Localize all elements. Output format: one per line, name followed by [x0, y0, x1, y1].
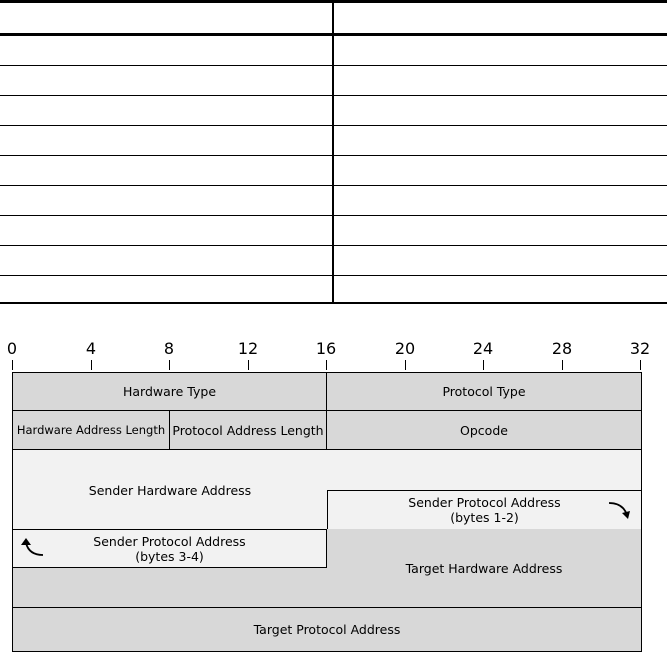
field-target-hardware-address-label: Target Hardware Address — [405, 560, 563, 576]
bit-label-16: 16 — [315, 339, 337, 358]
field-sender-hardware-address-label: Sender Hardware Address — [88, 482, 252, 498]
field-target-protocol-address — [13, 607, 641, 651]
table-column-divider — [332, 0, 334, 304]
field-protocol-address-length — [170, 411, 327, 450]
bit-label-4: 4 — [85, 339, 97, 358]
field-sender-protocol-address-1-note: (bytes 1-2) — [450, 510, 519, 525]
field-protocol-address-length-label: Protocol Address Length — [172, 422, 324, 438]
bit-tick — [405, 360, 406, 370]
field-sender-protocol-address-bytes-1-2 — [327, 490, 641, 529]
field-sender-protocol-address-2-label: Sender Protocol Address — [93, 533, 246, 549]
field-target-hardware-address — [327, 529, 641, 607]
bit-tick — [91, 360, 92, 370]
field-hardware-type — [13, 373, 327, 411]
bit-label-28: 28 — [551, 339, 573, 358]
bit-tick — [326, 360, 327, 370]
bit-label-24: 24 — [472, 339, 494, 358]
bit-tick — [169, 360, 170, 370]
field-opcode — [327, 411, 641, 450]
field-target-protocol-address-label: Target Protocol Address — [253, 622, 401, 637]
field-hardware-type-label: Hardware Type — [122, 384, 217, 399]
field-sender-protocol-address-2-note: (bytes 3-4) — [135, 548, 204, 564]
bit-tick — [562, 360, 563, 370]
field-sender-hardware-address-text — [13, 477, 327, 503]
field-sender-protocol-address-bytes-3-4 — [13, 529, 327, 568]
field-target-hardware-address-lower — [13, 568, 327, 607]
bit-tick — [483, 360, 484, 370]
bit-tick — [12, 360, 13, 370]
bit-label-0: 0 — [6, 339, 18, 358]
wrap-right-arrow-icon — [605, 497, 635, 523]
bit-tick — [640, 360, 641, 370]
field-protocol-type — [327, 373, 641, 411]
wrap-left-arrow-icon — [17, 535, 47, 561]
field-sender-protocol-address-1-label: Sender Protocol Address — [408, 495, 561, 510]
bit-label-12: 12 — [237, 339, 259, 358]
field-hardware-address-length — [13, 411, 170, 450]
header-table — [0, 0, 667, 304]
bit-label-32: 32 — [629, 339, 651, 358]
field-opcode-label: Opcode — [460, 422, 508, 438]
bit-tick — [248, 360, 249, 370]
field-hardware-address-length-label: Hardware Address Length — [16, 422, 166, 437]
bit-label-20: 20 — [394, 339, 416, 358]
field-protocol-type-label: Protocol Type — [442, 384, 526, 399]
arp-packet-diagram — [12, 372, 642, 652]
bit-label-8: 8 — [163, 339, 175, 358]
